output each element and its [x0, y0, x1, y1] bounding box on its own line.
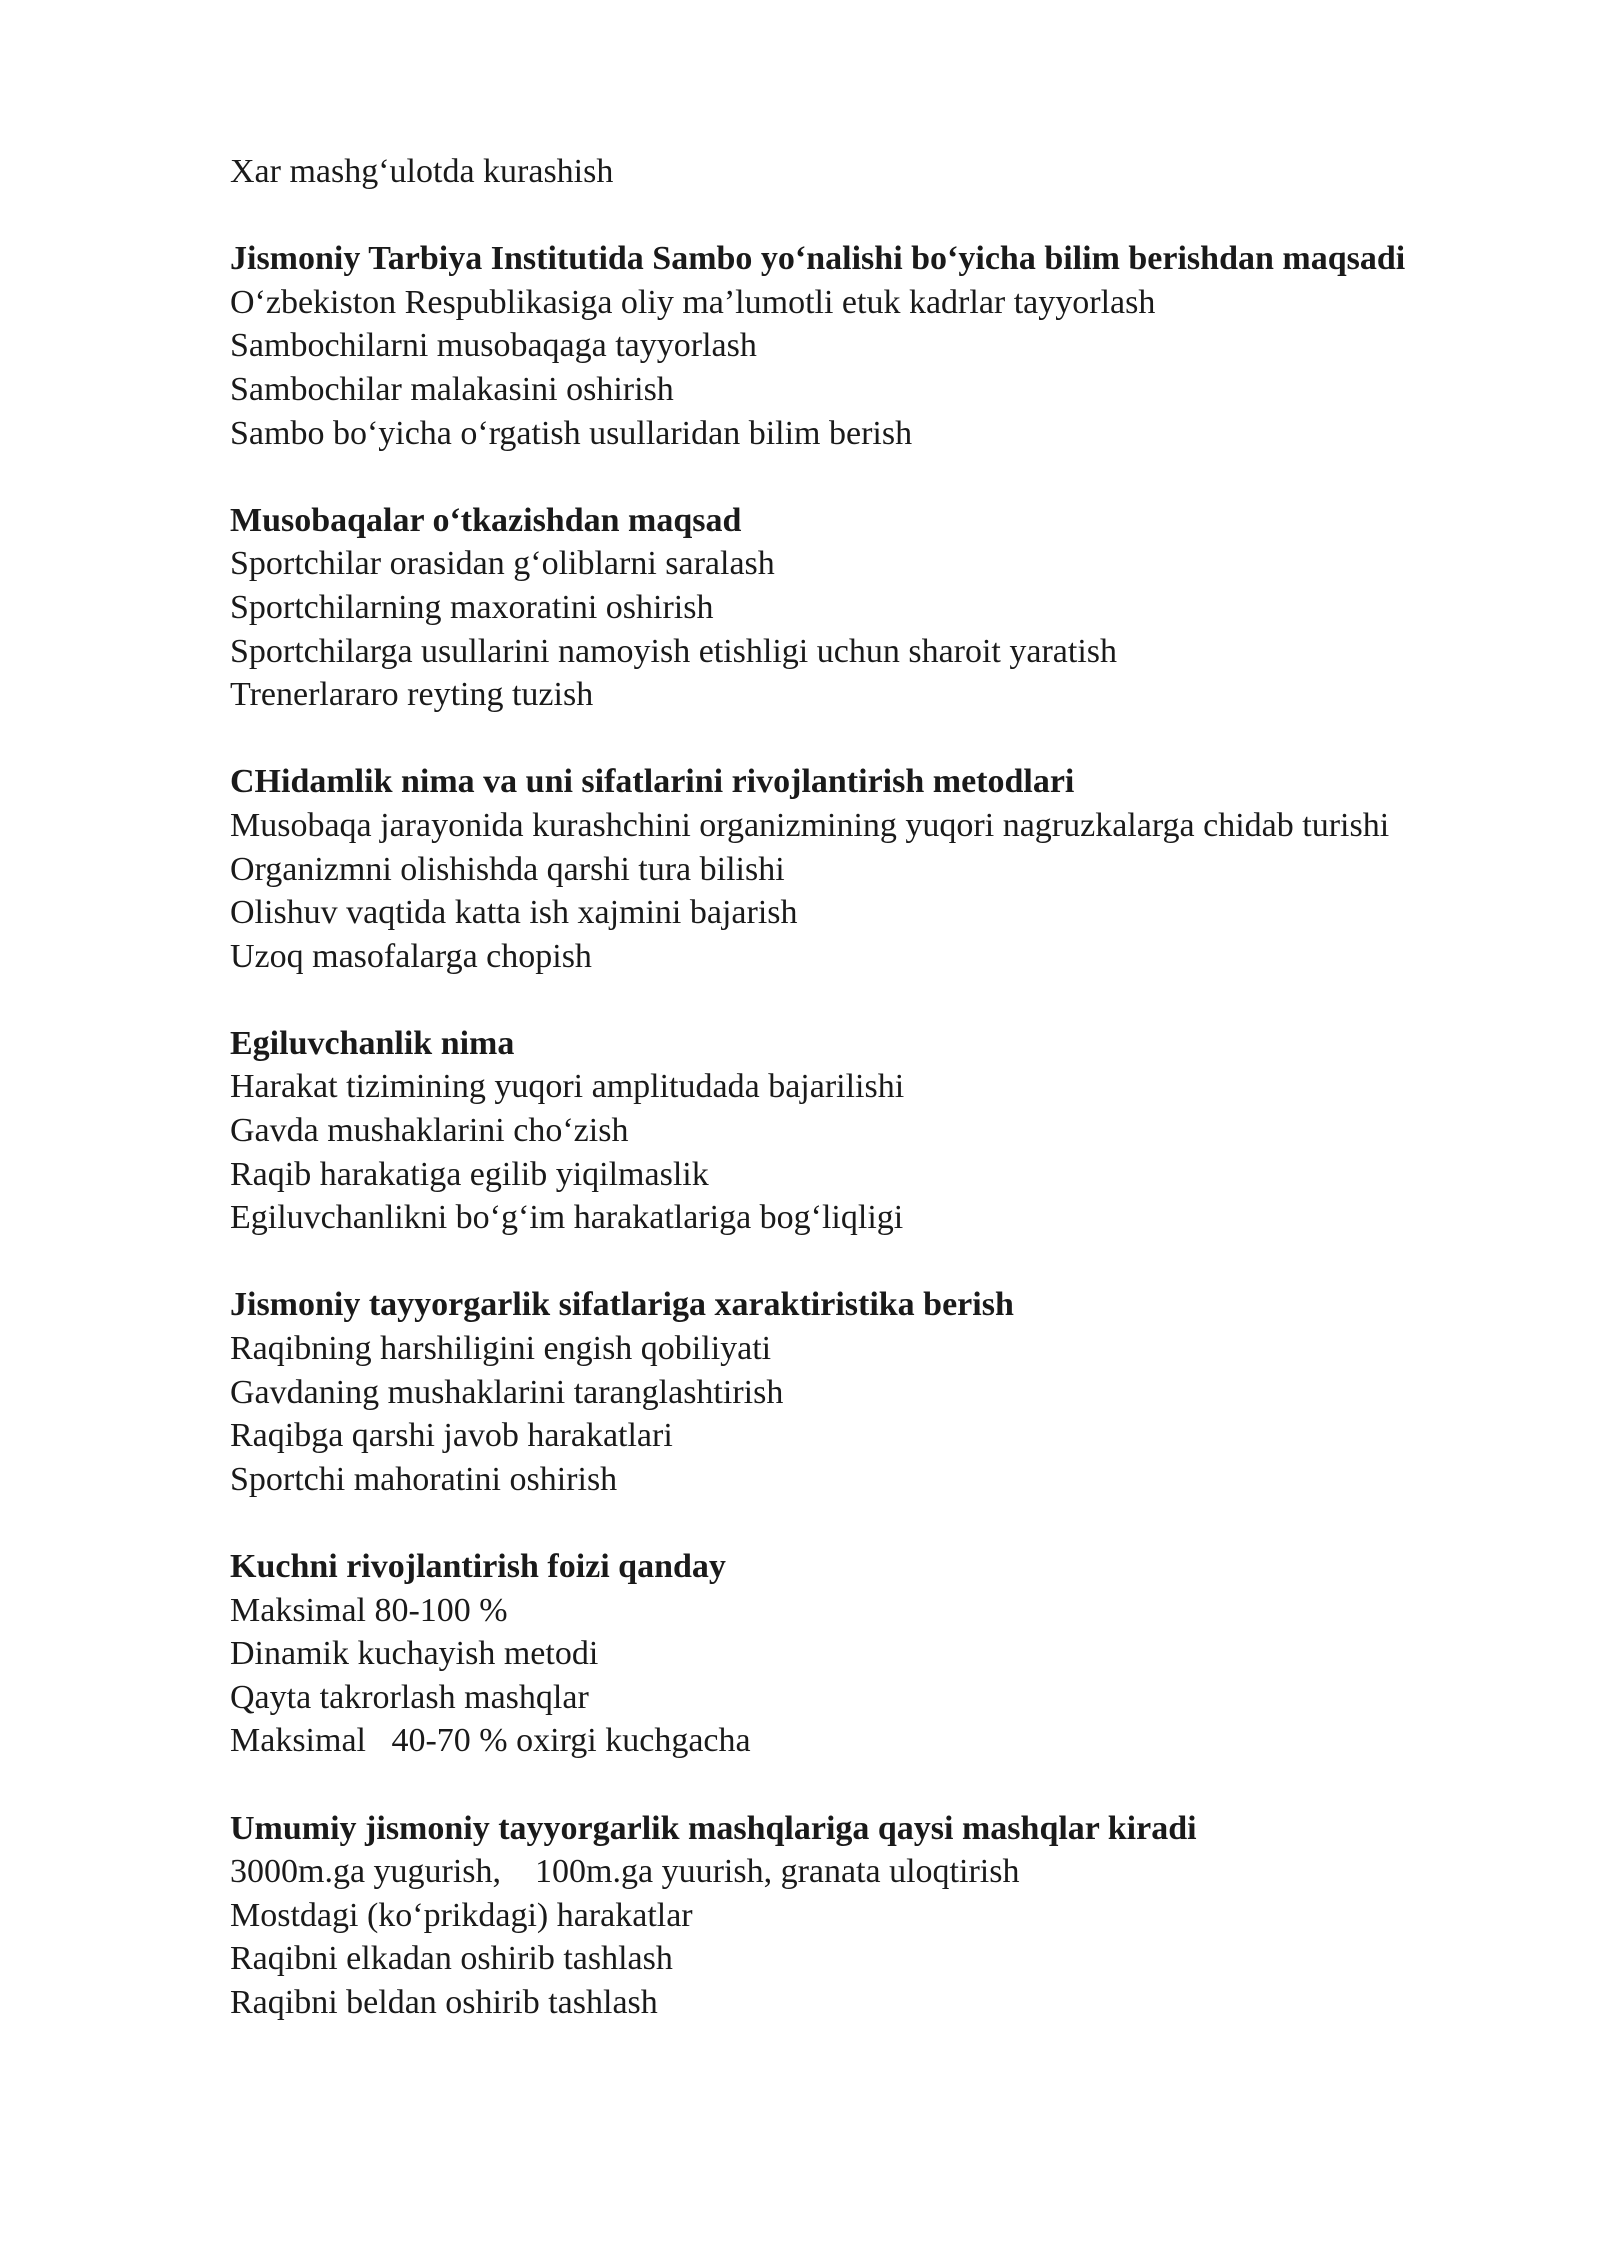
- question-block-2: [230, 499, 1430, 717]
- question-block-6: [230, 1545, 1430, 1763]
- answer-option: Raqib harakatiga egilib yiqilmaslik: [230, 1155, 709, 1193]
- answer-option: Sportchilarning maxoratini oshirish: [230, 588, 714, 626]
- answer-option: Mostdagi (ko‘prikdagi) harakatlar: [230, 1896, 693, 1934]
- answer-option: Raqibni beldan oshirib tashlash: [230, 1983, 658, 2021]
- answer-option: Trenerlararo reyting tuzish: [230, 676, 594, 714]
- question-heading: CHidamlik nima va uni sifatlarini rivojlantirish metodlari: [230, 763, 1075, 801]
- answer-option: Sportchilarga usullarini namoyish etishligi uchun sharoit yaratish: [230, 632, 1118, 670]
- answer-option: Maksimal 80-100 %: [230, 1591, 508, 1629]
- answer-option: Egiluvchanlikni bo‘g‘im harakatlariga bog‘liqligi: [230, 1199, 904, 1237]
- answer-option: Organizmni olishishda qarshi tura bilishi: [230, 850, 785, 888]
- question-heading: Jismoniy Tarbiya Institutida Sambo yo‘nalishi bo‘yicha bilim berishdan maqsadi: [230, 240, 1406, 278]
- answer-option: Dinamik kuchayish metodi: [230, 1635, 599, 1673]
- answer-option: Sportchilar orasidan g‘oliblarni saralash: [230, 545, 775, 583]
- answer-option: 3000m.ga yugurish, 100m.ga yuurish, granata uloqtirish: [230, 1853, 1020, 1891]
- question-block-7: [230, 1807, 1430, 2025]
- question-heading: Jismoniy tayyorgarlik sifatlariga xaraktiristika berish: [230, 1286, 1014, 1324]
- question-block-4: [230, 1022, 1430, 1240]
- answer-option: O‘zbekiston Respublikasiga oliy ma’lumotli etuk kadrlar tayyorlash: [230, 283, 1156, 321]
- answer-option: Sportchi mahoratini oshirish: [230, 1460, 618, 1498]
- answer-option: Gavda mushaklarini cho‘zish: [230, 1112, 629, 1150]
- answer-option: Sambo bo‘yicha o‘rgatish usullaridan bilim berish: [230, 414, 913, 452]
- question-heading: Egiluvchanlik nima: [230, 1024, 515, 1062]
- question-heading: Umumiy jismoniy tayyorgarlik mashqlariga qaysi mashqlar kiradi: [230, 1809, 1197, 1847]
- answer-option: Musobaqa jarayonida kurashchini organizmining yuqori nagruzkalarga chidab turishi: [230, 806, 1390, 844]
- answer-option: Raqibni elkadan oshirib tashlash: [230, 1940, 673, 1978]
- answer-option: Raqibning harshiligini engish qobiliyati: [230, 1330, 772, 1368]
- question-block-1: [230, 237, 1430, 455]
- answer-option: Uzoq masofalarga chopish: [230, 937, 592, 975]
- answer-option: Sambochilarni musobaqaga tayyorlash: [230, 327, 757, 365]
- question-block-5: [230, 1283, 1430, 1501]
- question-heading: Kuchni rivojlantirish foizi qanday: [230, 1548, 726, 1585]
- document-page: [230, 150, 1430, 2025]
- answer-option: Raqibga qarshi javob harakatlari: [230, 1417, 673, 1455]
- answer-option: Harakat tizimining yuqori amplitudada bajarilishi: [230, 1068, 905, 1106]
- question-block-3: [230, 760, 1430, 978]
- intro-line: Xar mashg‘ulotda kurashish: [230, 153, 614, 190]
- answer-option: Olishuv vaqtida katta ish xajmini bajarish: [230, 894, 798, 932]
- question-heading: Musobaqalar o‘tkazishdan maqsad: [230, 501, 742, 539]
- answer-option: Qayta takrorlash mashqlar: [230, 1678, 589, 1716]
- answer-option: Maksimal 40-70 % oxirgi kuchgacha: [230, 1722, 751, 1760]
- answer-option: Sambochilar malakasini oshirish: [230, 370, 674, 408]
- answer-option: Gavdaning mushaklarini taranglashtirish: [230, 1373, 784, 1411]
